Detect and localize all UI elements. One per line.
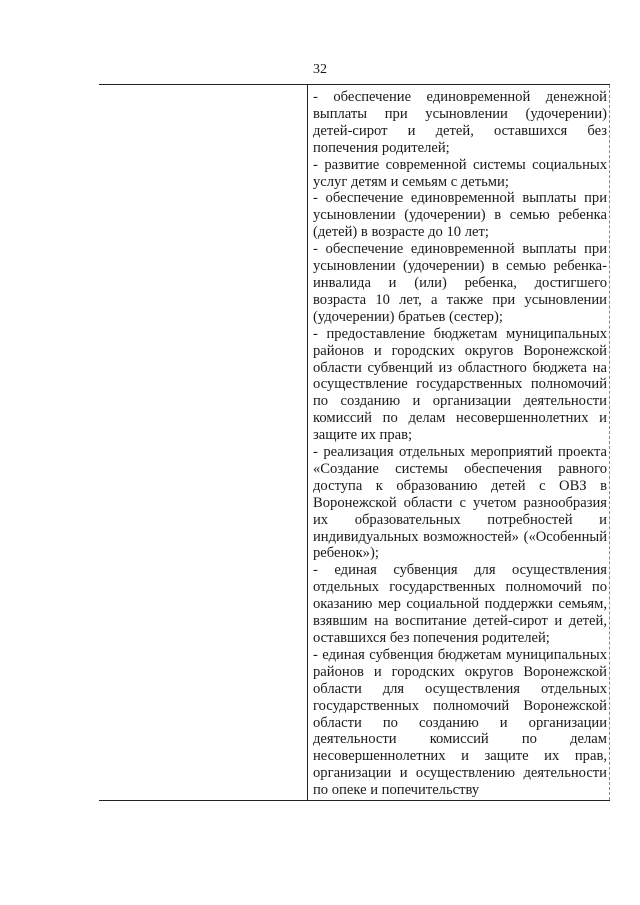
program-table: [99, 84, 610, 801]
list-item: - обеспечение единовременной выплаты при усыновлении (удочерении) в семью ребенка-инвалида и (или) ребенка, достигшего возраста 10 лет, а также при усыновлении (удочерении) братьев (сестер);: [313, 241, 607, 325]
table-right-border: [609, 85, 610, 800]
list-item: - обеспечение единовременной денежной выплаты при усыновлении (удочерении) детей-сирот и детей, оставшихся без попечения родителей;: [313, 89, 607, 156]
list-item: - реализация отдельных мероприятий проекта «Создание системы обеспечения равного доступа к образованию детей с ОВЗ в Воронежской области с учетом разнообразия их образовательных потребностей и индивидуальных возможностей» («Особенный ребенок»);: [313, 444, 607, 562]
table-left-cell: [99, 85, 307, 800]
page-number: 32: [313, 62, 327, 77]
list-item: - предоставление бюджетам муниципальных районов и городских округов Воронежской области субвенций из областного бюджета на осуществление государственных полномочий по созданию и организации деятельности комиссий по делам несовершеннолетних и защите их прав;: [313, 325, 607, 444]
list-item: - развитие современной системы социальных услуг детям и семьям с детьми;: [313, 156, 607, 190]
list-item: - обеспечение единовременной выплаты при усыновлении (удочерении) в семью ребенка (детей) в возрасте до 10 лет;: [313, 190, 607, 241]
table-right-cell: [313, 89, 607, 799]
list-item: - единая субвенция для осуществления отдельных государственных полномочий по оказанию мер социальной поддержки семьям, взявшим на воспитание детей-сирот и детей, оставшихся без попечения родителей;: [313, 562, 607, 646]
list-item: - единая субвенция бюджетам муниципальных районов и городских округов Воронежской области для осуществления отдельных государственных полномочий Воронежской области по созданию и организации деятельности комиссий по делам несовершеннолетних и защите их прав, организации и осуществлению деятельности по опеке и попечительству: [313, 646, 607, 799]
column-divider: [307, 85, 308, 800]
